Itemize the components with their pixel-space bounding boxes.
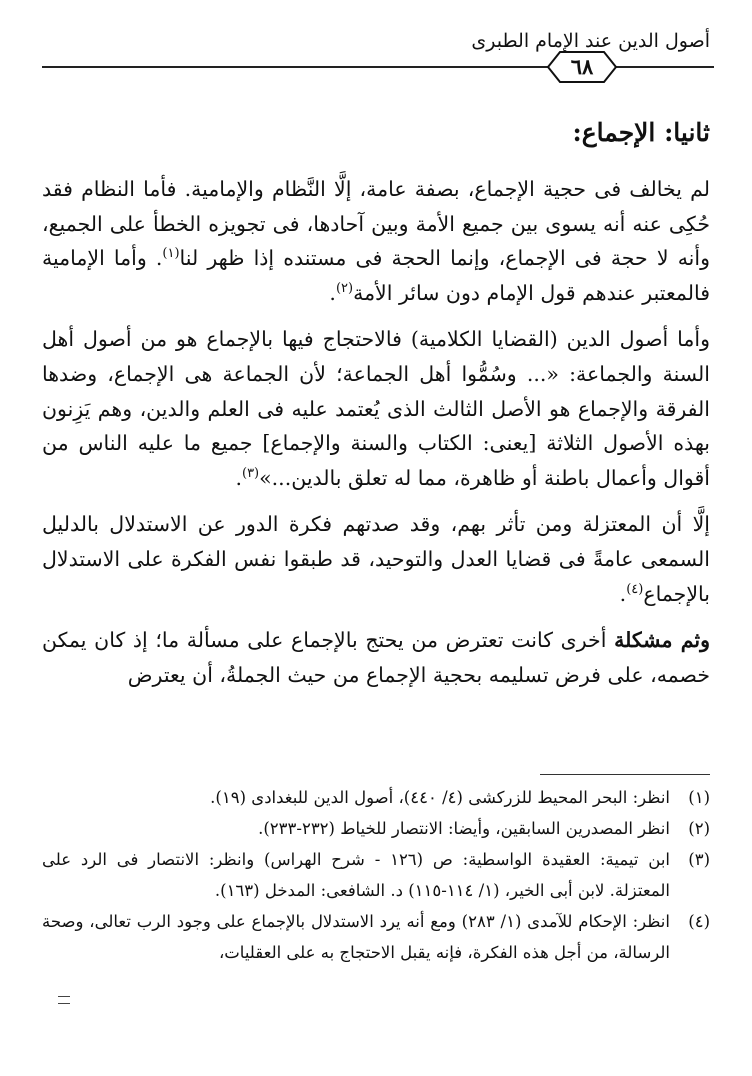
- footnote-ref: (٢): [335, 280, 354, 296]
- footnote-ref: (٤): [626, 581, 644, 597]
- footnote-text: ابن تيمية: العقيدة الواسطية: ص (١٢٦ - شرح الهراس) وانظر: الانتصار فى الرد على المعتزلة. لابن أبى الخير، (١/ ١١٤-١١٥) د. الشافعى: المدخل (١٦٣).: [42, 850, 670, 900]
- footnote-text: انظر: الإحكام للآمدى (١/ ٢٨٣) ومع أنه يرد الاستدلال بالإجماع على وجود الرب تعالى، وصحة الرسالة، من أجل هذه الفكرة، فإنه يقبل الاحتجاج به على العقليات،: [42, 912, 670, 962]
- paragraph: [42, 172, 710, 310]
- paragraph-lead: وثم مشكلة: [614, 628, 710, 653]
- paragraph-text: .: [619, 581, 627, 606]
- paragraph-text: .: [235, 465, 242, 490]
- page-number-badge: [546, 50, 618, 84]
- paragraph-text: إلَّا أن المعتزلة ومن تأثر بهم، وقد صدتهم فكرة الدور عن الاستدلال بالدليل السمعى عامةً فى قضايا العدل والتوحيد، قد طبقوا نفس الفكرة على الاستدلال بالإجماع: [42, 512, 710, 606]
- footnote-number: (٣): [688, 850, 710, 869]
- paragraph: [42, 322, 710, 495]
- footnote-text: انظر: البحر المحيط للزركشى (٤/ ٤٤٠)، أصول الدين للبغدادى (١٩).: [210, 788, 670, 807]
- paragraph-text: .: [329, 280, 336, 305]
- paragraph: [42, 623, 710, 692]
- footnote-ref: (٣): [241, 465, 260, 481]
- page-number: ٦٨: [570, 54, 594, 79]
- footnote-rule: [540, 774, 710, 775]
- footnote-text: انظر المصدرين السابقين، وأيضا: الانتصار للخياط (٢٣٢-٢٣٣).: [258, 819, 670, 838]
- body-text: [42, 172, 710, 704]
- paragraph: [42, 507, 710, 611]
- running-title: أصول الدين عند الإمام الطبرى: [471, 30, 710, 52]
- footnote-number: (٢): [688, 819, 710, 838]
- footnote: [42, 906, 710, 968]
- footnote-number: (٤): [688, 912, 710, 931]
- footnote: [42, 782, 710, 813]
- footnote: [42, 844, 710, 906]
- footnotes: [42, 782, 710, 968]
- paragraph-text: وأما أصول الدين (القضايا الكلامية) فالاحتجاج فيها بالإجماع هو من أصول أهل السنة والجماعة: «... وسُمُّوا أهل الجماعة؛ لأن الجماعة هى الإجماع، وضدها الفرقة والإجماع هو الأصل الثالث الذى يُعتمد عليه فى العلم والدين، وهم يَزِنون بهذه الأصول الثلاثة [يعنى: الكتاب والسنة والإجماع] جميع ما عليه الناس من أقوال وأعمال باطنة أو ظاهرة، مما له تعلق بالدين...»: [42, 327, 710, 490]
- section-title: ثانيا: الإجماع:: [572, 118, 710, 147]
- footnote-ref: (١): [162, 246, 180, 262]
- paragraph-text: لم يخالف فى حجية الإجماع، بصفة عامة، إلَّا النَّظام والإمامية. فأما النظام فقد حُكِى عنه أنه يسوى بين جميع الأمة وبين آحادها، فى تجويزه الخطأ على الجميع، وأنه لا حجة فى الإجماع، وإنما الحجة فى مستنده إذا ظهر لنا: [42, 177, 710, 271]
- paragraph-text: أخرى كانت تعترض من يحتج بالإجماع على مسألة ما؛ إذ كان يمكن خصمه، على فرض تسليمه بحجية الإجماع من حيث الجملةُ، أن يعترض: [42, 628, 710, 687]
- margin-mark: [58, 996, 70, 1004]
- footnote-number: (١): [688, 788, 710, 807]
- footnote: [42, 813, 710, 844]
- paragraph-text: . وأما الإمامية فالمعتبر عندهم قول الإمام دون سائر الأمة: [42, 246, 710, 305]
